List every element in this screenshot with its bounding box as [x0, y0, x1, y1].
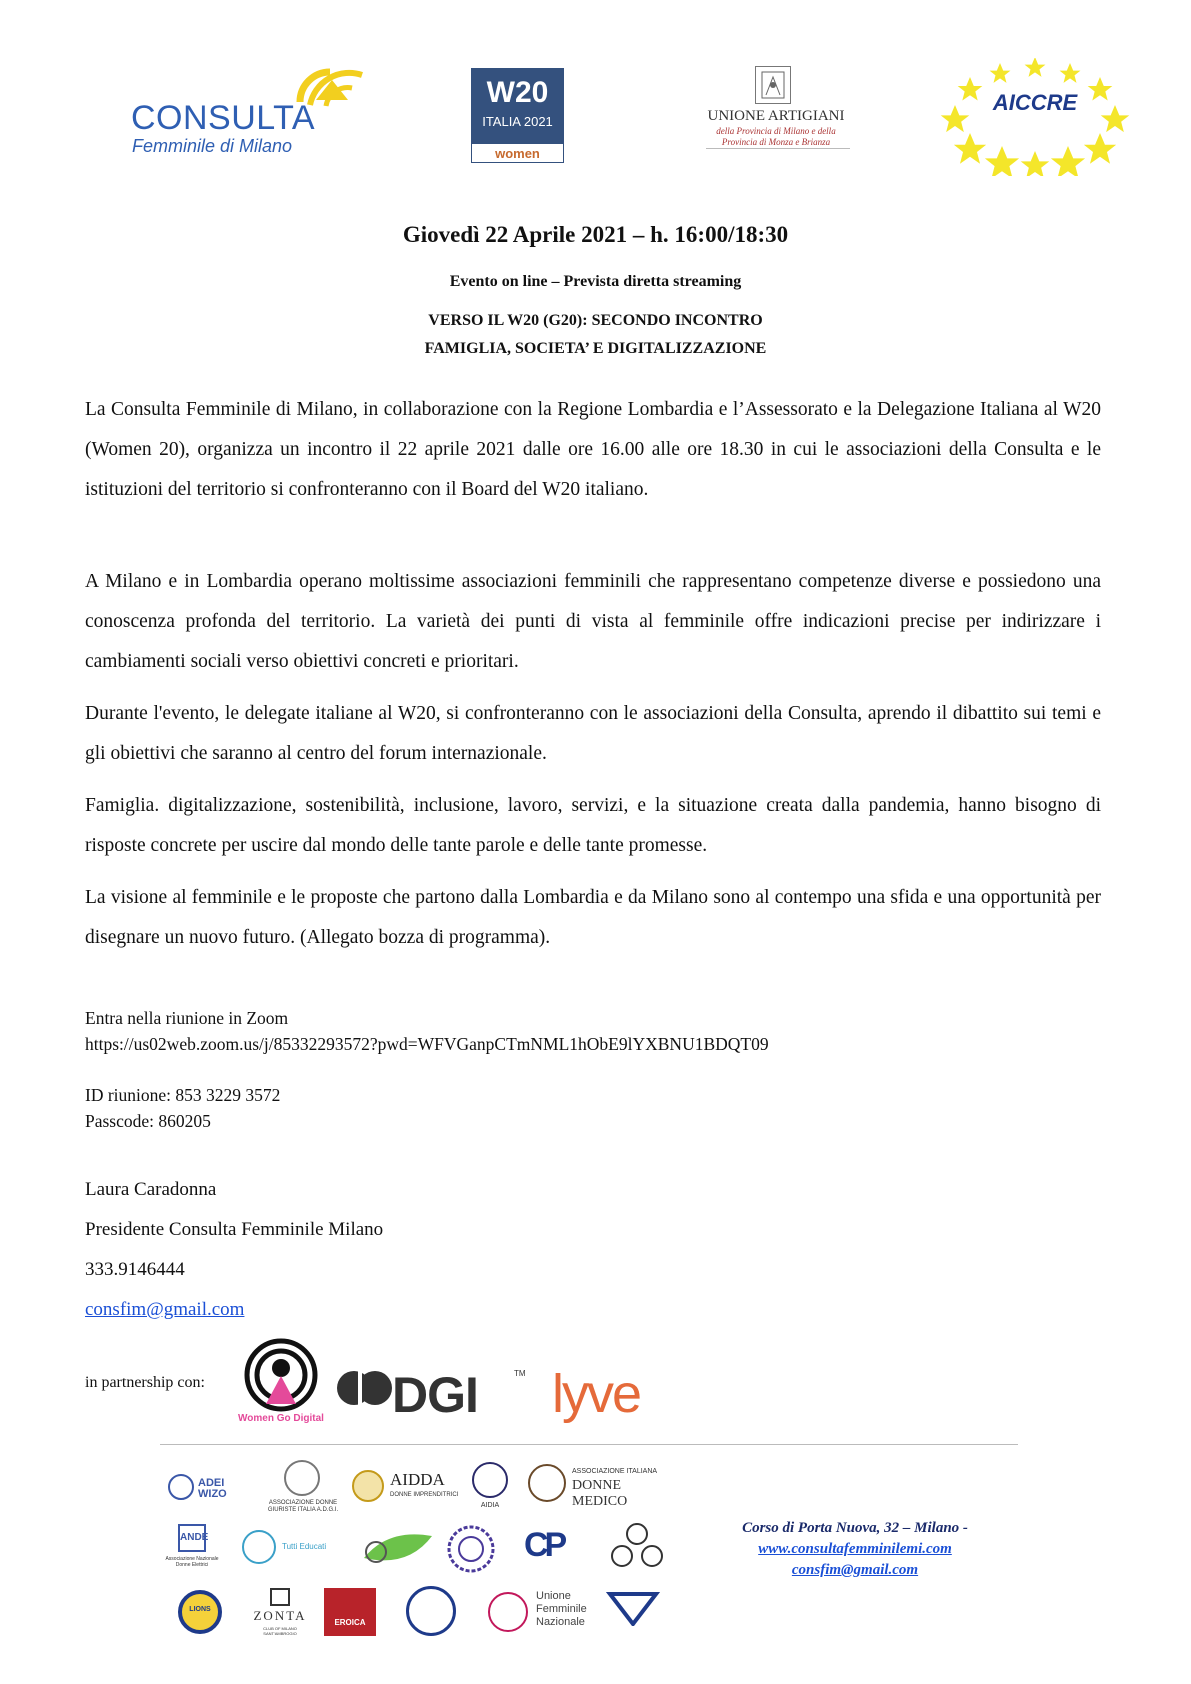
donne-medico-label-1: ASSOCIAZIONE ITALIANA	[572, 1468, 658, 1475]
dgi-trademark: TM	[514, 1369, 526, 1378]
tutti-educati-label: Tutti Educati	[282, 1542, 327, 1551]
signature-phone: 333.9146444	[85, 1259, 185, 1280]
body-paragraph-3: Durante l'evento, le delegate italiane al W20, si confronteranno con le associazioni della Consulta, aprendo il dibattito sui temi e gli obiettivi che saranno al centro del forum internazionale.	[85, 703, 1101, 764]
ywca-logo	[606, 1590, 660, 1634]
globe-logo-icon	[610, 1520, 664, 1572]
event-title-line1: VERSO IL W20 (G20): SECONDO INCONTRO	[428, 312, 763, 329]
zoom-url[interactable]: https://us02web.zoom.us/j/85332293572?pwd=WFVGanpCTmNML1hObE9lYXBNU1BDQT09	[85, 1034, 769, 1054]
body-paragraph-4: Famiglia. digitalizzazione, sostenibilità, inclusione, lavoro, servizi, e la situazione creata dalla pandemia, hanno bisogno di risposte concrete per uscire dal mondo delle tante parole e delle tante promesse.	[85, 795, 1101, 856]
zoom-passcode: Passcode: 860205	[85, 1111, 211, 1131]
footer-email-link[interactable]: consfim@gmail.com	[791, 1562, 919, 1578]
lyve-logo-text: lyve	[552, 1364, 641, 1424]
zoom-label: Entra nella riunione in Zoom	[85, 1008, 289, 1028]
w20-logo-women: women	[471, 143, 564, 163]
tutti-educati-logo	[242, 1530, 342, 1566]
w20-logo-title: W20	[486, 76, 549, 109]
adei-wizo-logo	[168, 1472, 238, 1502]
aidda-sub-label: DONNE IMPRENDITRICI	[390, 1492, 459, 1498]
lions-label: LIONS	[189, 1606, 211, 1613]
unione-artigiani-title: UNIONE ARTIGIANI	[707, 108, 845, 124]
aidda-logo	[352, 1468, 462, 1508]
aidda-label: AIDDA	[390, 1470, 445, 1489]
aidia-logo	[468, 1462, 512, 1518]
zoom-meeting-id: ID riunione: 853 3229 3572	[85, 1085, 281, 1105]
unione-femminile-label-1: Unione	[536, 1590, 571, 1602]
unione-artigiani-subtitle-line2: Provincia di Monza e Brianza	[721, 137, 831, 147]
dgi-logo-icon	[336, 1366, 392, 1410]
partners-label: in partnership con:	[85, 1374, 205, 1391]
aiccre-logo-text: AICCRE	[992, 90, 1078, 115]
unione-artigiani-emblem-icon	[755, 66, 791, 104]
body-paragraph-5: La visione al femminile e le proposte che partono dalla Lombardia e da Milano sono al contempo una sfida e una opportunità per disegnare un nuovo futuro. (Allegato bozza di programma).	[85, 887, 1101, 948]
adei-wizo-label: ADEI WIZO	[198, 1477, 227, 1500]
w20-logo-year: ITALIA 2021	[482, 114, 553, 129]
lions-logo	[178, 1590, 222, 1634]
cp-logo: CP	[524, 1526, 564, 1564]
signature-role: Presidente Consulta Femminile Milano	[85, 1219, 384, 1240]
ornament-logo-icon	[446, 1524, 496, 1574]
ande-label: ANDE	[178, 1524, 206, 1552]
consulta-logo-subtitle: Femminile di Milano	[132, 136, 293, 156]
consulta-logo-text: CONSULTA	[131, 99, 316, 137]
zonta-label: ZONTA	[253, 1608, 307, 1623]
unione-femminile-label-3: Nazionale	[536, 1616, 585, 1628]
eroica-label: EROICA	[334, 1618, 366, 1627]
event-date: Giovedì 22 Aprile 2021 – h. 16:00/18:30	[402, 222, 789, 247]
ywca-label: YWCA - UCDG	[616, 1592, 650, 1598]
leaf-logo-icon	[358, 1528, 438, 1568]
aidia-label: AIDIA	[480, 1502, 500, 1509]
footer-website-link[interactable]: www.consultafemminilemi.com	[758, 1541, 952, 1557]
body-paragraph-1: La Consulta Femminile di Milano, in collaborazione con la Regione Lombardia e l’Assessorato e la Delegazione Italiana al W20 (Women 20), organizza un incontro il 22 aprile 2021 dalle ore 16.00 alle ore 18.30 in cui le associazioni della Consulta e le istituzioni del territorio si confronteranno con il Board del W20 italiano.	[85, 399, 1101, 500]
zonta-sub-label: CLUB OF MILANO SANT'AMBROGIO	[263, 1626, 297, 1636]
eroica-logo	[324, 1588, 376, 1636]
unione-femminile-logo	[488, 1588, 598, 1636]
event-mode: Evento on line – Prevista diretta streaming	[449, 273, 742, 290]
donne-medico-label-2: DONNE MEDICO	[572, 1478, 628, 1509]
women-go-digital-label: Women Go Digital	[238, 1413, 324, 1424]
footer-contact	[700, 1518, 1010, 1581]
women-go-digital-icon	[244, 1338, 318, 1412]
footer-divider	[160, 1444, 1018, 1445]
donne-medico-logo	[528, 1462, 678, 1509]
unione-femminile-label-2: Femminile	[536, 1603, 587, 1615]
unione-artigiani-subtitle	[706, 126, 846, 148]
soroptimist-logo-icon	[406, 1586, 456, 1636]
signature-email-link[interactable]: consfim@gmail.com	[85, 1299, 245, 1320]
zonta-logo	[250, 1588, 310, 1642]
footer-address: Corso di Porta Nuova, 32 – Milano -	[742, 1520, 968, 1536]
event-title-line2: FAMIGLIA, SOCIETA’ E DIGITALIZZAZIONE	[424, 340, 767, 357]
w20-logo	[471, 68, 564, 163]
adgi-label: ASSOCIAZIONE DONNE GIURISTE ITALIA A.D.G.I.	[267, 1500, 339, 1513]
dgi-logo-text: DGI	[392, 1367, 478, 1423]
aiccre-logo	[940, 58, 1130, 176]
unione-artigiani-subtitle-line1: della Provincia di Milano e della	[716, 126, 836, 136]
signature-name: Laura Caradonna	[85, 1179, 217, 1200]
body-paragraph-2: A Milano e in Lombardia operano moltissime associazioni femminili che rappresentano competenze diverse e possiedono una conoscenza profonda del territorio. La varietà dei punti di vista al femminile offre indicazioni precise per indirizzare i cambiamenti sociali verso obiettivi concreti e prioritari.	[85, 571, 1101, 672]
ande-logo	[162, 1524, 222, 1574]
adgi-logo	[258, 1460, 348, 1518]
ande-sub-label: Associazione Nazionale Donne Elettrici	[165, 1556, 219, 1568]
unione-artigiani-divider	[706, 148, 850, 149]
